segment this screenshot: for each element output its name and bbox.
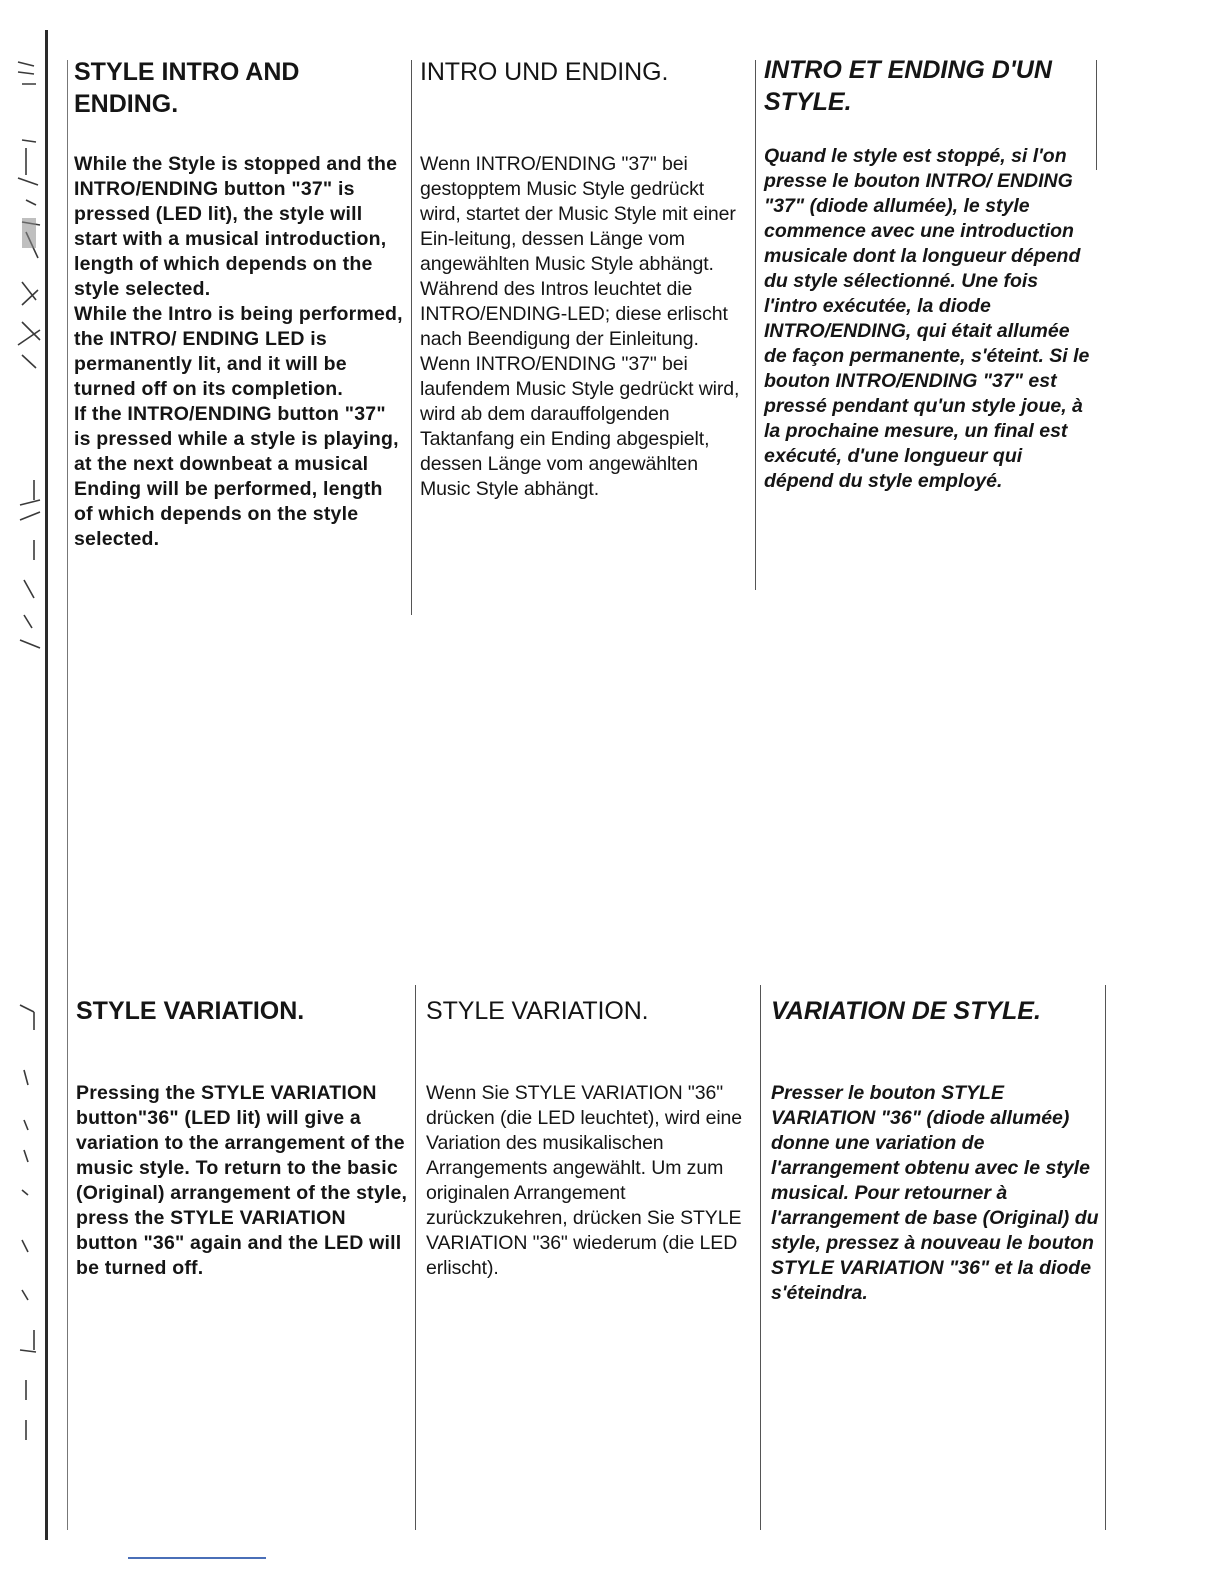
section-body-fr: Quand le style est stoppé, si l'on presse le bouton INTRO/ ENDING "37" (diode allumée), le style commence avec une introduction musicale dont la longueur dépend du style sélectionné. Une fois l'intro exécutée, la diode INTRO/ENDING, qui était allumée de façon permanente, s'éteint. Si le bouton INTRO/ENDING "37" est pressé pendant qu'un style joue, à la prochaine mesure, un final est exécuté, d'une longueur qui dépend du style employé. xyxy=(764,145,1090,492)
section-title-fr: INTRO ET ENDING D'UN STYLE. xyxy=(764,56,1052,116)
intro-ending-en xyxy=(74,56,406,552)
column-rule-3-top xyxy=(755,60,756,590)
column-rule-4-top xyxy=(1096,60,1097,170)
column-rule-2-bottom xyxy=(415,985,416,1530)
margin-scan-marks xyxy=(0,0,60,1584)
style-variation-en xyxy=(76,995,408,1281)
section-body-de: Wenn Sie STYLE VARIATION "36" drücken (die LED leuchtet), wird eine Variation des musikalischen Arrangements angewählt. Um zum originalen Arrangement zurückzukehren, drücken Sie STYLE VARIATION "36" wiederum (die LED erlischt). xyxy=(426,1082,743,1279)
intro-ending-fr xyxy=(764,54,1094,494)
section-body-fr: Presser le bouton STYLE VARIATION "36" (diode allumée) donne une variation de l'arrangement obtenu avec le style musical. Pour retourner à l'arrangement de base (Original) du style, pressez à nouveau le bouton STYLE VARIATION "36" et la diode s'éteindra. xyxy=(771,1082,1099,1304)
section-title-fr: VARIATION DE STYLE. xyxy=(771,997,1041,1025)
left-binding-line xyxy=(45,30,48,1540)
section-title-en: STYLE VARIATION. xyxy=(76,997,305,1025)
column-rule-1 xyxy=(67,60,68,1530)
column-rule-2-top xyxy=(411,60,412,615)
intro-ending-de xyxy=(420,56,750,502)
style-variation-fr xyxy=(771,995,1099,1306)
section-body-de: Wenn INTRO/ENDING "37" bei gestopptem Music Style gedrückt wird, startet der Music Style mit einer Ein-leitung, dessen Länge vom angewählten Music Style abhängt. Während des Intros leuchtet die INTRO/ENDING-LED; diese erlischt nach Beendigung der Einleitung. Wenn INTRO/ENDING "37" bei laufendem Music Style gedrückt wird, wird ab dem darauffolgenden Taktanfang ein Ending abgespielt, dessen Länge vom angewählten Music Style abhängt. xyxy=(420,153,740,500)
style-variation-de xyxy=(426,995,752,1281)
section-title-de: INTRO UND ENDING. xyxy=(420,58,669,86)
section-title-de: STYLE VARIATION. xyxy=(426,997,649,1025)
footer-rule xyxy=(128,1557,266,1559)
column-rule-3-bottom xyxy=(760,985,761,1530)
section-body-en: Pressing the STYLE VARIATION button"36" (LED lit) will give a variation to the arrangement of the music style. To return to the basic (Original) arrangement of the style, press the STYLE VARIATION button "36" again and the LED will be turned off. xyxy=(76,1082,408,1279)
column-rule-4-bottom xyxy=(1105,985,1106,1530)
section-body-en: While the Style is stopped and the INTRO/ENDING button "37" is pressed (LED lit), the style will start with a musical introduction, length of which depends on the style selected. While the Intro is being performed, the INTRO/ ENDING LED is permanently lit, and it will be turned off on its completion. If the INTRO/ENDING button "37" is pressed while a style is playing, at the next downbeat a musical Ending will be performed, length of which depends on the style selected. xyxy=(74,153,403,550)
section-title-en: STYLE INTRO AND ENDING. xyxy=(74,58,300,118)
